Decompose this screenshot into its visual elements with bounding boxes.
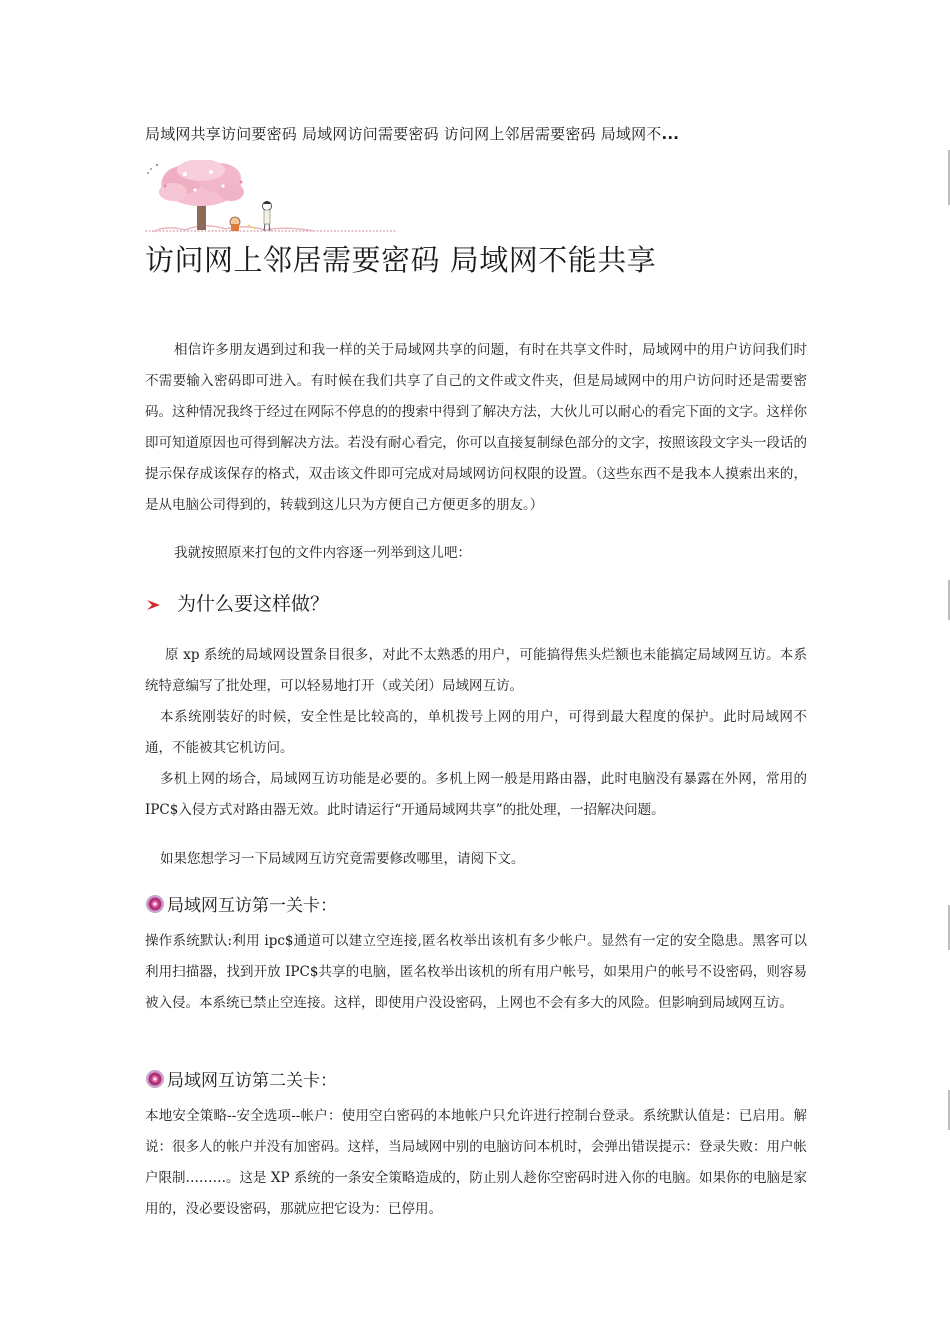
header-ellipsis: ... xyxy=(661,125,680,143)
header-title-line xyxy=(145,123,825,144)
why-paragraph-2: 本系统刚装好的时候，安全性是比较高的，单机拨号上网的用户，可得到最大程度的保护。此时局域网不通，不能被其它机访问。 xyxy=(145,709,807,756)
document-title: 访问网上邻居需要密码 局域网不能共享 xyxy=(145,243,657,277)
section-heading-why: 为什么要这样做？ xyxy=(177,593,330,615)
intro-paragraph: 相信许多朋友遇到过和我一样的关于局域网共享的问题，有时在共享文件时，局域网中的用户访问我们时不需要输入密码即可进入。有时候在我们共享了自己的文件或文件夹，但是局域网中的用户访问时还是需要密码。这种情况我终于经过在网际不停息的的搜索中得到了解决方法，大伙儿可以耐心的看完下面的文字。这样你即可知道原因也可得到解决方法。若没有耐心看完，你可以直接复制绿色部分的文字，按照该段文字头一段话的提示保存成该保存的格式，双击该文件即可完成对局域网访问权限的设置。（这些东西不是我本人摸索出来的，是从电脑公司得到的，转载到这儿只为方便自己方便更多的朋友。） xyxy=(145,342,807,513)
gate1-heading-text: 局域网互访第一关卡： xyxy=(167,896,337,916)
why-paragraph-4: 如果您想学习一下局域网互访究竟需要修改哪里，请阅下文。 xyxy=(160,851,525,867)
gate2-heading xyxy=(145,1066,337,1091)
red-arrow-bullet-icon xyxy=(146,598,162,612)
flower-bullet-icon xyxy=(145,1069,165,1089)
flower-bullet-icon xyxy=(145,894,165,914)
why-paragraph-1: 原 xp 系统的局域网设置条目很多，对此不太熟悉的用户，可能搞得焦头烂额也未能搞定局域网互访。本系统特意编写了批处理，可以轻易地打开（或关闭）局域网互访。 xyxy=(145,647,807,694)
why-paragraph-3: 多机上网的场合，局域网互访功能是必要的。多机上网一般是用路由器，此时电脑没有暴露在外网，常用的 IPC$入侵方式对路由器无效。此时请运行“开通局域网共享”的批处理，一招解决问题。 xyxy=(145,771,807,818)
cherry-blossom-banner-image xyxy=(145,160,397,235)
gate2-heading-text: 局域网互访第二关卡： xyxy=(167,1071,337,1091)
intro-paragraph-2: 我就按照原来打包的文件内容逐一列举到这儿吧： xyxy=(174,545,471,561)
gate2-body: 本地安全策略--安全选项--帐户：使用空白密码的本地帐户只允许进行控制台登录。系统默认值是：已启用。解说：很多人的帐户并没有加密码。这样，当局域网中别的电脑访问本机时，会弹出错误提示：登录失败：用户帐户限制………。这是 XP 系统的一条安全策略造成的，防止别人趁你空密码时进入你的电脑。如果你的电脑是家用的，没必要设密码，那就应把它设为：已停用。 xyxy=(145,1108,807,1217)
gate1-body: 操作系统默认:利用 ipc$通道可以建立空连接,匿名枚举出该机有多少帐户。显然有一定的安全隐患。黑客可以利用扫描器，找到开放 IPC$共享的电脑，匿名枚举出该机的所有用户帐号，如果用户的帐号不设密码，则容易被入侵。本系统已禁止空连接。这样，即使用户没设密码，上网也不会有多大的风险。但影响到局域网互访。 xyxy=(145,933,807,1011)
gate1-heading xyxy=(145,891,337,916)
header-text: 局域网共享访问要密码 局域网访问需要密码 访问网上邻居需要密码 局域网不 xyxy=(145,125,662,143)
